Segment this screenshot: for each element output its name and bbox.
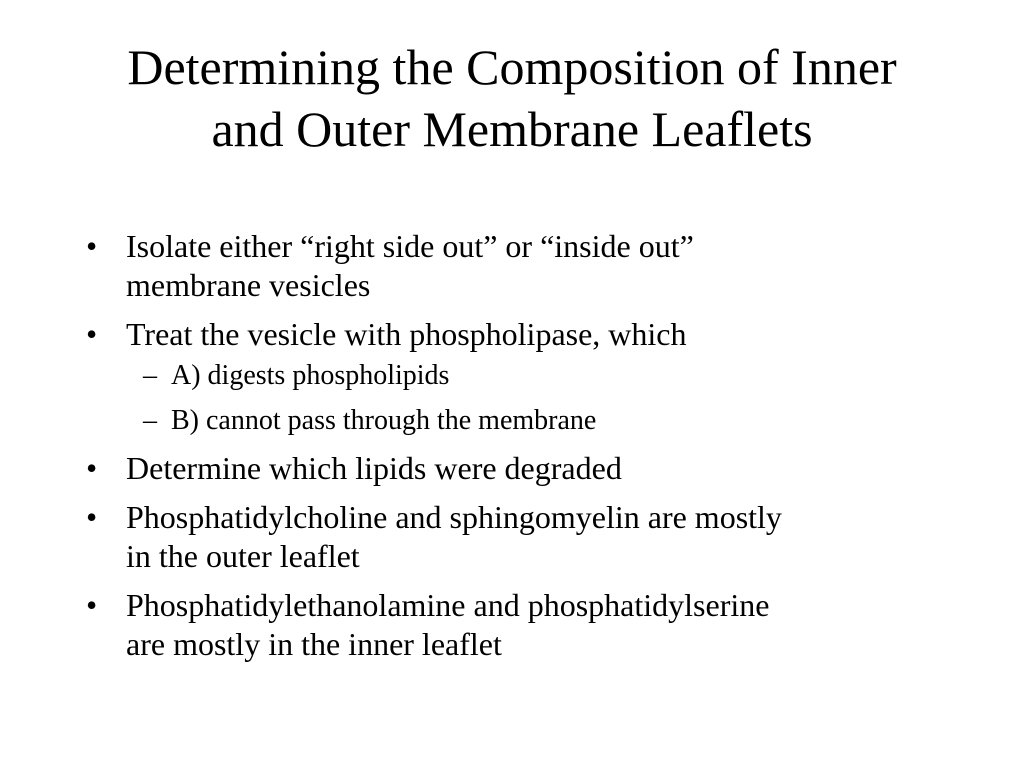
bullet-marker: • (86, 587, 98, 623)
sub-bullet-marker: – (143, 405, 157, 436)
sub-bullet-list (126, 359, 966, 437)
bullet-text-line: membrane vesicles (126, 267, 371, 303)
sub-bullet-text: A) digests phospholipids (171, 360, 450, 391)
slide-title-line-1: Determining the Composition of Inner (127, 39, 897, 95)
bullet-list (86, 227, 966, 674)
bullet-marker: • (86, 499, 98, 535)
bullet-text-line: Phosphatidylethanolamine and phosphatidylserine (126, 587, 770, 623)
bullet-marker: • (86, 228, 98, 264)
bullet-item-determine (86, 449, 966, 488)
bullet-text-line: are mostly in the inner leaflet (126, 626, 502, 662)
sub-bullet-item (126, 404, 966, 437)
bullet-text-line: Isolate either “right side out” or “inside out” (126, 228, 694, 264)
sub-bullet-item (126, 359, 966, 392)
slide-title (0, 36, 1024, 160)
bullet-text-line: in the outer leaflet (126, 538, 360, 574)
bullet-item-treat (86, 315, 966, 437)
bullet-text-line: Determine which lipids were degraded (126, 450, 622, 486)
bullet-item-inner-leaflet (86, 586, 966, 664)
sub-bullet-text: B) cannot pass through the membrane (171, 405, 597, 436)
bullet-item-outer-leaflet (86, 498, 966, 576)
slide-title-line-2: and Outer Membrane Leaflets (211, 101, 813, 157)
bullet-item-isolate (86, 227, 966, 305)
bullet-text-line: Treat the vesicle with phospholipase, which (126, 316, 687, 352)
bullet-marker: • (86, 316, 98, 352)
bullet-marker: • (86, 450, 98, 486)
bullet-text-line: Phosphatidylcholine and sphingomyelin are mostly (126, 499, 782, 535)
sub-bullet-marker: – (143, 360, 157, 391)
